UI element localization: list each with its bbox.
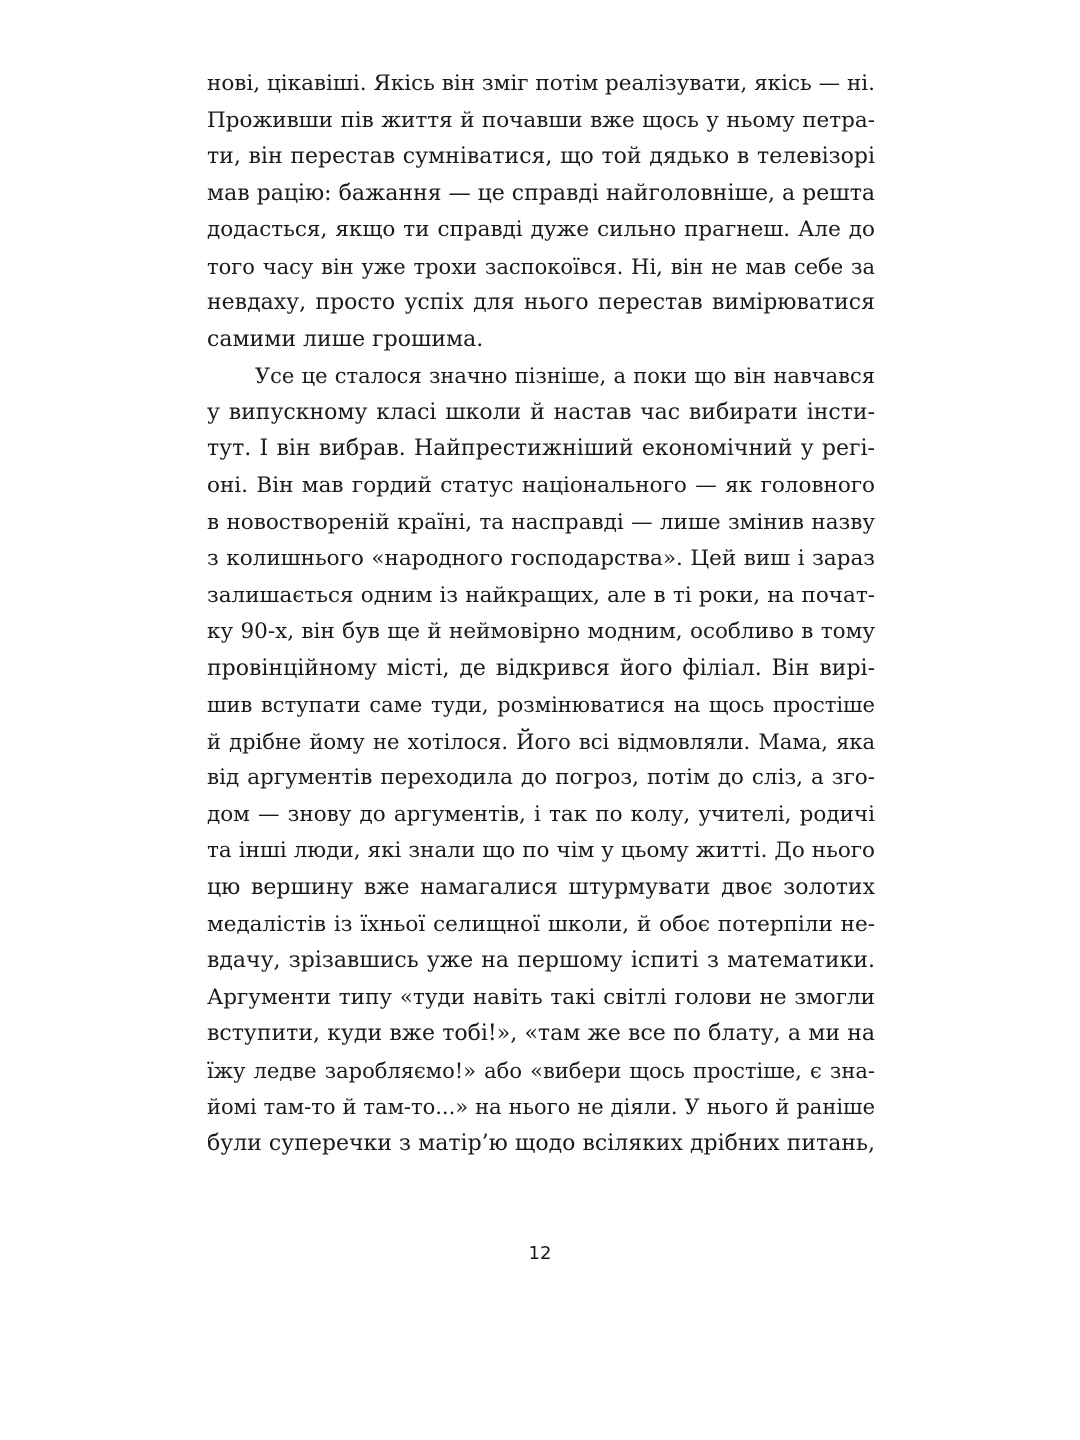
text-line: нові, цікавіші. Якісь він зміг потім реалізувати, якісь — ні. — [207, 71, 875, 96]
text-line: мав рацію: бажання — це справді найголовніше, а решта — [207, 180, 875, 206]
text-line: шив вступати саме туди, розмінюватися на щось простіше — [207, 693, 875, 718]
text-line: з колишнього «народного господарства». Цей виш і зараз — [207, 546, 875, 572]
text-line: в новоствореній країні, та насправді — лише змінив назву — [207, 509, 875, 535]
text-line: дом — знову до аргументів, і так по колу, учителі, родичі — [207, 801, 875, 827]
paragraph-first-line: Усе це сталося значно пізніше, а поки що він навчався — [255, 364, 875, 389]
text-line: Аргументи типу «туди навіть такі світлі голови не змогли — [207, 984, 875, 1010]
page-number: 12 — [528, 1243, 552, 1264]
text-line: йомі там-то й там-то...» на нього не діяли. У нього й раніше — [207, 1095, 875, 1120]
text-line: Проживши пів життя й почавши вже щось у ньому петра- — [207, 107, 875, 133]
text-line: їжу ледве заробляємо!» або «вибери щось простіше, є зна- — [207, 1058, 875, 1083]
text-line: того часу він уже трохи заспокоївся. Ні, він не мав себе за — [207, 254, 875, 279]
text-line: вступити, куди вже тобі!», «там же все по блату, а ми на — [207, 1021, 875, 1047]
text-line: вдачу, зрізавшись уже на першому іспиті з математики. — [207, 948, 875, 974]
text-line: та інші люди, які знали що по чім у цьому житті. До нього — [207, 838, 875, 864]
text-line: невдаху, просто успіх для нього перестав вимірюватися — [207, 290, 875, 316]
text-line: ти, він перестав сумніватися, що той дядько в телевізорі — [207, 144, 875, 170]
text-line: й дрібне йому не хотілося. Його всі відмовляли. Мама, яка — [207, 729, 875, 754]
text-line: оні. Він мав гордий статус національного — як головного — [207, 473, 875, 499]
text-line: ку 90-х, він був ще й неймовірно модним, особливо в тому — [207, 619, 875, 645]
text-line: тут. І він вибрав. Найпрестижніший економічний у регі- — [207, 436, 875, 462]
text-line: самими лише грошима. — [207, 326, 484, 352]
text-line: від аргументів переходила до погроз, потім до сліз, а зго- — [207, 765, 875, 791]
text-line: провінційному місті, де відкрився його філіал. Він вирі- — [207, 655, 875, 681]
text-line: медалістів із їхньої селищної школи, й обоє потерпіли не- — [207, 911, 875, 937]
text-line: були суперечки з матір’ю щодо всіляких дрібних питань, — [207, 1130, 875, 1156]
body-text — [207, 66, 875, 1162]
text-line: залишається одним із найкращих, але в ті роки, на почат- — [207, 582, 875, 608]
text-line: цю вершину вже намагалися штурмувати двоє золотих — [207, 875, 875, 901]
text-line: у випускному класі школи й настав час вибирати інсти- — [207, 399, 875, 425]
text-line: додасться, якщо ти справді дуже сильно прагнеш. Але до — [207, 217, 875, 243]
